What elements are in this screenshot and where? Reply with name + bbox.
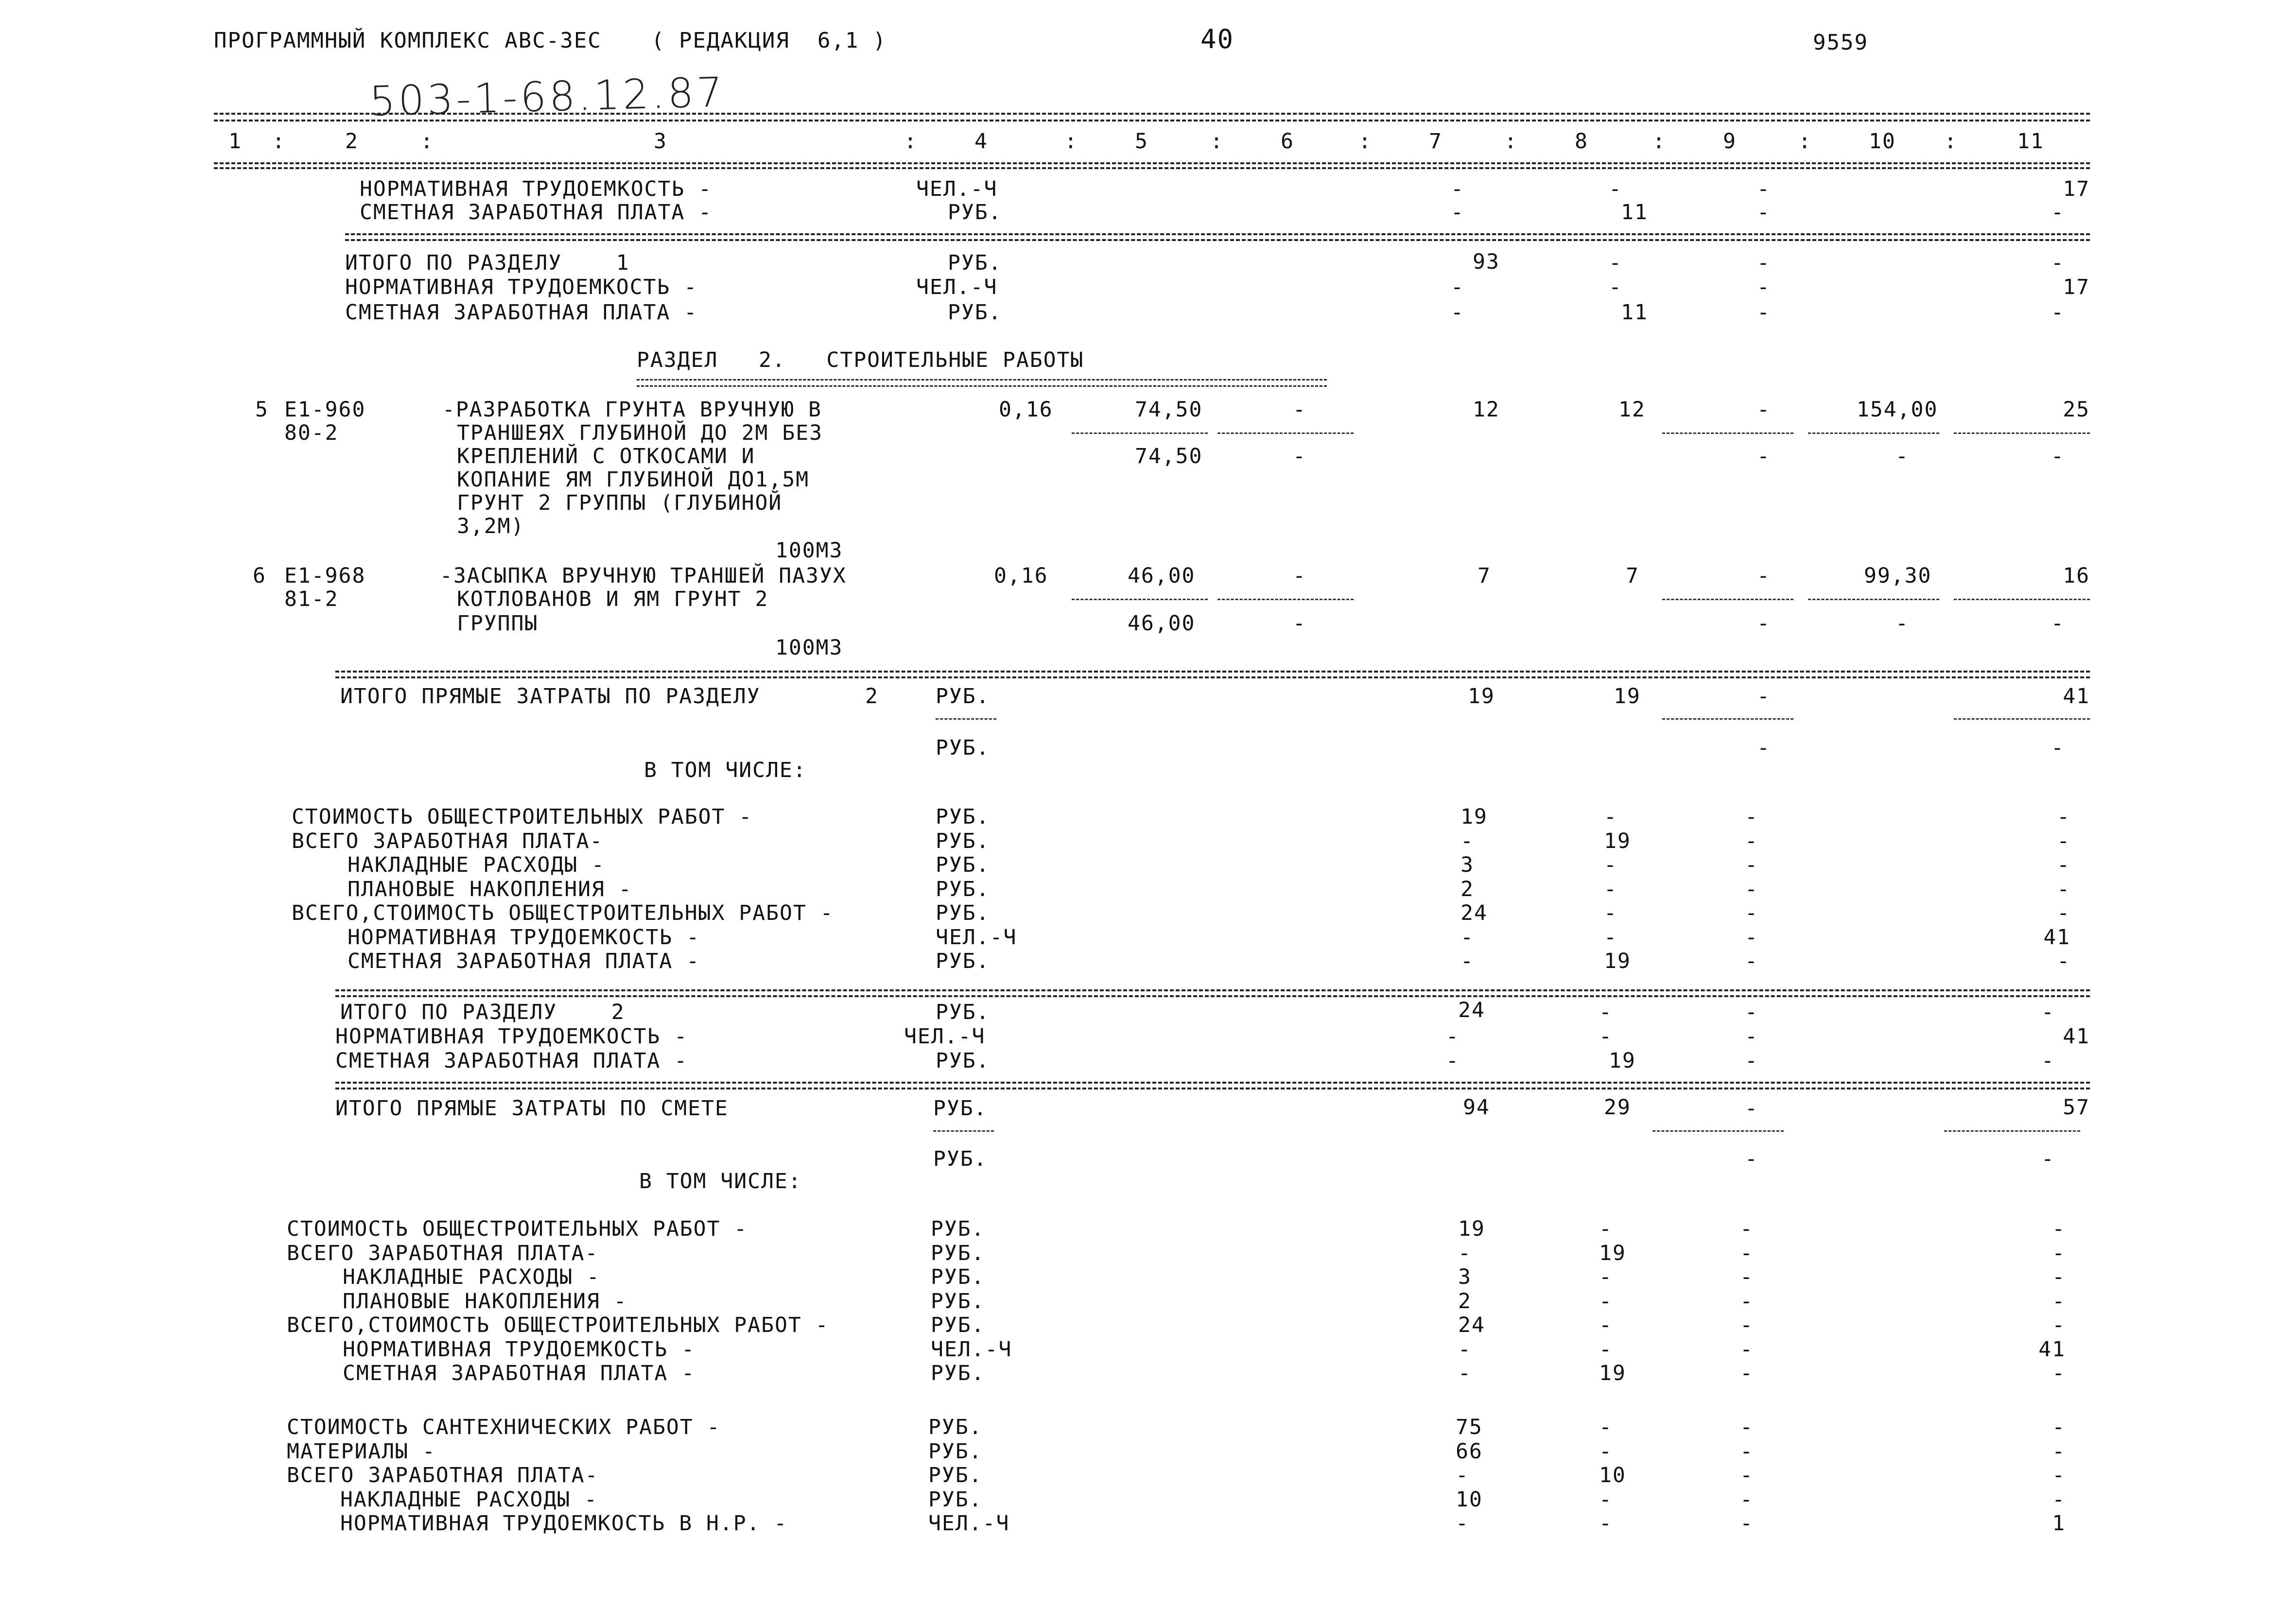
c8: 19 — [1604, 829, 1631, 853]
unit: РУБ. — [936, 829, 990, 853]
c8: - — [1599, 1265, 1613, 1289]
c8: - — [1604, 853, 1618, 877]
c7: 3 — [1458, 1265, 1472, 1289]
c11: - — [2057, 853, 2070, 877]
c11: - — [2052, 1241, 2066, 1265]
item-desc-line: КОПАНИЕ ЯМ ГЛУБИНОЙ ДО1,5М — [457, 467, 810, 492]
c11: 1 — [2052, 1511, 2066, 1536]
c9: - — [1740, 1241, 1754, 1265]
c9: - — [1740, 1463, 1754, 1487]
c7: - — [1451, 275, 1464, 299]
row-label: СТОИМОСТЬ ОБЩЕСТРОИТЕЛЬНЫХ РАБОТ - — [292, 805, 753, 829]
item-code: Е1-960 — [284, 397, 366, 422]
c9: - — [1740, 1289, 1754, 1313]
c7: 10 — [1456, 1487, 1483, 1512]
item-c5: 46,00 — [1128, 564, 1196, 588]
c9: - — [1745, 1000, 1758, 1024]
col-header-2: 2 — [345, 129, 359, 154]
c11: - — [2052, 1415, 2066, 1439]
item-c6: - — [1293, 397, 1306, 422]
norm-labor-label: НОРМАТИВНАЯ ТРУДОЕМКОСТЬ - — [345, 275, 698, 299]
c7: - — [1451, 200, 1464, 225]
item-qty: 0,16 — [994, 564, 1048, 588]
col-header-10: 10 — [1869, 129, 1896, 154]
c9: - — [1740, 1439, 1754, 1464]
unit: РУБ. — [931, 1217, 985, 1241]
c7: - — [1451, 300, 1464, 325]
item-c7: 12 — [1473, 397, 1500, 422]
unit: РУБ. — [931, 1361, 985, 1385]
item-unit: 100М3 — [775, 538, 843, 563]
c7: - — [1446, 1049, 1460, 1073]
unit: РУБ. — [936, 736, 990, 760]
c9: - — [1757, 251, 1771, 275]
c9: - — [1757, 684, 1771, 708]
c7: - — [1458, 1241, 1472, 1265]
section2-total-label: ИТОГО ПО РАЗДЕЛУ 2 — [340, 1000, 625, 1024]
col-sep: : — [1358, 129, 1372, 154]
c9: - — [1745, 829, 1758, 853]
item-c6: - — [1293, 564, 1306, 588]
col-sep: : — [1504, 129, 1518, 154]
item-desc-line: ТРАНШЕЯХ ГЛУБИНОЙ ДО 2М БЕЗ — [457, 421, 823, 445]
section2-title: РАЗДЕЛ 2. СТРОИТЕЛЬНЫЕ РАБОТЫ — [637, 348, 1084, 372]
row-label: ВСЕГО ЗАРАБОТНАЯ ПЛАТА- — [292, 829, 604, 853]
rule — [335, 989, 2090, 991]
c11: - — [2057, 949, 2070, 973]
c8: 19 — [1599, 1361, 1626, 1385]
c7: - — [1461, 949, 1474, 973]
col-sep: : — [1652, 129, 1666, 154]
item-desc-line: КРЕПЛЕНИЙ С ОТКОСАМИ И — [457, 444, 755, 468]
norm-labor-label: НОРМАТИВНАЯ ТРУДОЕМКОСТЬ - — [335, 1024, 688, 1049]
c9: - — [1745, 805, 1758, 829]
section-number: 2 — [865, 684, 879, 708]
col-header-7: 7 — [1429, 129, 1443, 154]
c7: - — [1446, 1024, 1460, 1049]
row-label: НОРМАТИВНАЯ ТРУДОЕМКОСТЬ В Н.Р. - — [340, 1511, 788, 1536]
c9: - — [1745, 1049, 1758, 1073]
row-label: ВСЕГО ЗАРАБОТНАЯ ПЛАТА- — [287, 1463, 599, 1487]
c8: - — [1599, 1313, 1613, 1337]
rule — [1218, 599, 1354, 600]
row-label: ВСЕГО,СТОИМОСТЬ ОБЩЕСТРОИТЕЛЬНЫХ РАБОТ - — [287, 1313, 829, 1337]
c11: 57 — [2063, 1095, 2090, 1120]
edition-label: ( РЕДАКЦИЯ 6,1 ) — [651, 28, 887, 53]
c7: 3 — [1461, 853, 1474, 877]
item-c5: 46,00 — [1128, 611, 1196, 636]
c9: - — [1757, 736, 1771, 760]
c8: - — [1599, 1511, 1613, 1536]
row-label: ВСЕГО,СТОИМОСТЬ ОБЩЕСТРОИТЕЛЬНЫХ РАБОТ - — [292, 901, 834, 925]
item-desc-line: ГРУППЫ — [457, 611, 539, 636]
c9: - — [1757, 177, 1771, 201]
col-header-9: 9 — [1723, 129, 1737, 154]
item-desc-line: ГРУНТ 2 ГРУППЫ (ГЛУБИНОЙ — [457, 491, 783, 515]
c11: - — [2057, 829, 2070, 853]
c11: - — [2052, 1289, 2066, 1313]
section2-title-underline — [637, 379, 1327, 387]
c8: 19 — [1599, 1241, 1626, 1265]
row-label: СТОИМОСТЬ ОБЩЕСТРОИТЕЛЬНЫХ РАБОТ - — [287, 1217, 748, 1241]
unit: РУБ. — [933, 1147, 988, 1171]
c8: 11 — [1621, 200, 1648, 225]
c7: 24 — [1458, 998, 1485, 1022]
c8: 19 — [1614, 684, 1641, 708]
c11: - — [2051, 251, 2065, 275]
rule — [345, 233, 2090, 235]
section1-total-label: ИТОГО ПО РАЗДЕЛУ 1 — [345, 251, 630, 275]
c9: - — [1745, 877, 1758, 901]
item-c10: - — [1896, 611, 1909, 636]
rule — [335, 1082, 2090, 1084]
c8: 29 — [1604, 1095, 1631, 1120]
item-c11: - — [2051, 611, 2065, 636]
unit: РУБ. — [931, 1289, 985, 1313]
unit: РУБ. — [936, 853, 990, 877]
c8: - — [1599, 1415, 1613, 1439]
c9: - — [1740, 1415, 1754, 1439]
c7: - — [1456, 1511, 1469, 1536]
c9: - — [1740, 1511, 1754, 1536]
c7: - — [1458, 1337, 1472, 1362]
col-header-5: 5 — [1135, 129, 1148, 154]
c11: - — [2041, 1000, 2055, 1024]
unit: ЧЕЛ.-Ч — [904, 1024, 986, 1049]
c11: 41 — [2063, 684, 2090, 708]
c8: - — [1604, 877, 1618, 901]
item-number: 5 — [255, 397, 269, 422]
item-c11: 25 — [2063, 397, 2090, 422]
c7: - — [1451, 177, 1464, 201]
c9: - — [1745, 1147, 1758, 1171]
unit: РУБ. — [936, 949, 990, 973]
row-label: НОРМАТИВНАЯ ТРУДОЕМКОСТЬ - — [348, 925, 700, 950]
c7: - — [1456, 1463, 1469, 1487]
estimated-wage-label: СМЕТНАЯ ЗАРАБОТНАЯ ПЛАТА - — [345, 300, 698, 325]
c7: 19 — [1458, 1217, 1485, 1241]
item-c6: - — [1293, 611, 1306, 636]
c9: - — [1745, 949, 1758, 973]
c9: - — [1740, 1487, 1754, 1512]
rule — [1072, 599, 1208, 600]
unit: РУБ. — [936, 805, 990, 829]
unit: РУБ. — [948, 200, 1002, 225]
item-c10: 99,30 — [1864, 564, 1932, 588]
document-code: 9559 — [1813, 30, 1868, 55]
c11: 41 — [2043, 925, 2070, 950]
c11: - — [2041, 1147, 2055, 1171]
c9: - — [1745, 1096, 1758, 1121]
c8: 19 — [1609, 1049, 1636, 1073]
item-c6: - — [1293, 444, 1306, 468]
c7: - — [1461, 925, 1474, 950]
unit: РУБ. — [933, 1096, 988, 1121]
row-label: НАКЛАДНЫЕ РАСХОДЫ - — [348, 853, 605, 877]
program-title: ПРОГРАММНЫЙ КОМПЛЕКС АВС-3ЕС — [214, 28, 602, 53]
item-code-2: 81-2 — [284, 587, 339, 611]
c11: - — [2052, 1217, 2066, 1241]
unit: РУБ. — [928, 1487, 983, 1512]
c8: 10 — [1599, 1463, 1626, 1487]
unit: РУБ. — [931, 1313, 985, 1337]
c7: 24 — [1458, 1313, 1485, 1337]
direct-costs-label: ИТОГО ПРЯМЫЕ ЗАТРАТЫ ПО РАЗДЕЛУ — [340, 684, 761, 708]
col-header-8: 8 — [1575, 129, 1588, 154]
col-header-1: 1 — [228, 129, 242, 154]
c11: - — [2041, 1049, 2055, 1073]
c11: - — [2052, 1361, 2066, 1385]
item-c11: 16 — [2063, 564, 2090, 588]
unit: РУБ. — [948, 251, 1002, 275]
unit: РУБ. — [948, 300, 1002, 325]
rule-header-bottom — [214, 162, 2090, 164]
c8: - — [1604, 805, 1618, 829]
unit: РУБ. — [936, 877, 990, 901]
direct-costs-estimate-label: ИТОГО ПРЯМЫЕ ЗАТРАТЫ ПО СМЕТЕ — [335, 1096, 729, 1121]
row-label: НОРМАТИВНАЯ ТРУДОЕМКОСТЬ - — [343, 1337, 696, 1362]
item-c7: 7 — [1478, 564, 1491, 588]
estimated-wage-label: СМЕТНАЯ ЗАРАБОТНАЯ ПЛАТА - — [335, 1049, 688, 1073]
c8: - — [1609, 275, 1622, 299]
rule — [1808, 432, 1939, 434]
c11: 17 — [2063, 177, 2090, 201]
item-unit: 100М3 — [775, 636, 843, 660]
row-label: СМЕТНАЯ ЗАРАБОТНАЯ ПЛАТА - — [343, 1361, 696, 1385]
rule — [1944, 1130, 2080, 1132]
c8: - — [1599, 1337, 1613, 1362]
including-label: В ТОМ ЧИСЛЕ: — [644, 758, 807, 782]
c8: 19 — [1604, 949, 1631, 973]
c8: - — [1599, 1217, 1613, 1241]
c11: - — [2051, 300, 2065, 325]
col-header-4: 4 — [974, 129, 988, 154]
rule — [1808, 599, 1939, 600]
norm-labor-label: НОРМАТИВНАЯ ТРУДОЕМКОСТЬ - — [360, 177, 713, 201]
including-label: В ТОМ ЧИСЛЕ: — [639, 1169, 802, 1193]
col-header-6: 6 — [1281, 129, 1294, 154]
unit: РУБ. — [936, 1049, 990, 1073]
item-c5: 74,50 — [1135, 444, 1203, 468]
c11: - — [2052, 1265, 2066, 1289]
c8: - — [1609, 177, 1622, 201]
c9: - — [1757, 300, 1771, 325]
c11: - — [2052, 1463, 2066, 1487]
row-label: СТОИМОСТЬ САНТЕХНИЧЕСКИХ РАБОТ - — [287, 1415, 721, 1439]
item-number: 6 — [253, 564, 266, 588]
page-number: 40 — [1200, 24, 1235, 54]
handwritten-project-code: 503-1-68.12.87 — [368, 68, 726, 125]
c11: - — [2057, 877, 2070, 901]
unit: ЧЕЛ.-Ч — [916, 275, 998, 299]
row-label: ПЛАНОВЫЕ НАКОПЛЕНИЯ - — [348, 877, 632, 901]
col-header-3: 3 — [654, 129, 667, 154]
rule — [936, 718, 996, 720]
unit: РУБ. — [931, 1241, 985, 1265]
c11: - — [2051, 736, 2065, 760]
c8: - — [1599, 1000, 1613, 1024]
c11: - — [2051, 200, 2065, 225]
rule — [1662, 432, 1793, 434]
unit: РУБ. — [928, 1439, 983, 1464]
item-desc-line: 3,2М) — [457, 514, 525, 538]
unit: РУБ. — [928, 1463, 983, 1487]
c7: 2 — [1461, 877, 1474, 901]
c7: 75 — [1456, 1415, 1483, 1439]
rule — [1954, 432, 2090, 434]
unit: ЧЕЛ.-Ч — [936, 925, 1017, 950]
c11: 41 — [2038, 1337, 2066, 1362]
col-sep: : — [420, 129, 434, 154]
item-c10: - — [1896, 444, 1909, 468]
item-c9: - — [1757, 564, 1771, 588]
c11: 17 — [2063, 275, 2090, 299]
rule — [1072, 432, 1208, 434]
c9: - — [1745, 853, 1758, 877]
c11: - — [2052, 1487, 2066, 1512]
row-label: МАТЕРИАЛЫ - — [287, 1439, 436, 1464]
rule — [933, 1130, 994, 1132]
col-header-11: 11 — [2017, 129, 2044, 154]
rule — [1662, 599, 1793, 600]
rule — [1662, 718, 1793, 720]
c7: 2 — [1458, 1289, 1472, 1313]
item-desc-line: -РАЗРАБОТКА ГРУНТА ВРУЧНУЮ В — [442, 397, 822, 422]
row-label: НАКЛАДНЫЕ РАСХОДЫ - — [343, 1265, 600, 1289]
c7: 19 — [1468, 684, 1495, 708]
rule-top — [214, 113, 2090, 115]
row-label: ВСЕГО ЗАРАБОТНАЯ ПЛАТА- — [287, 1241, 599, 1265]
item-c9: - — [1757, 444, 1771, 468]
item-c8: 12 — [1618, 397, 1646, 422]
rule-top-2 — [214, 120, 2090, 121]
c7: 24 — [1461, 901, 1488, 925]
c11: - — [2052, 1439, 2066, 1464]
c8: - — [1599, 1487, 1613, 1512]
item-desc-line: -ЗАСЫПКА ВРУЧНУЮ ТРАНШЕЙ ПАЗУХ — [440, 564, 847, 588]
col-sep: : — [1064, 129, 1078, 154]
c9: - — [1745, 925, 1758, 950]
c8: - — [1599, 1439, 1613, 1464]
c9: - — [1740, 1313, 1754, 1337]
rule — [1954, 718, 2090, 720]
c11: 41 — [2063, 1024, 2090, 1049]
unit: РУБ. — [936, 684, 990, 708]
item-desc-line: КОТЛОВАНОВ И ЯМ ГРУНТ 2 — [457, 587, 769, 611]
unit: РУБ. — [928, 1415, 983, 1439]
c11: - — [2057, 901, 2070, 925]
c9: - — [1745, 901, 1758, 925]
rule — [335, 676, 2090, 678]
c9: - — [1740, 1361, 1754, 1385]
rule-header-bottom-2 — [214, 167, 2090, 169]
c9: - — [1740, 1337, 1754, 1362]
item-c9: - — [1757, 397, 1771, 422]
c11: - — [2052, 1313, 2066, 1337]
col-sep: : — [904, 129, 918, 154]
c7: 66 — [1456, 1439, 1483, 1464]
col-sep: : — [272, 129, 286, 154]
c7: 93 — [1473, 250, 1500, 274]
unit: ЧЕЛ.-Ч — [931, 1337, 1012, 1362]
item-code-2: 80-2 — [284, 421, 339, 445]
rule — [1954, 599, 2090, 600]
rule — [335, 995, 2090, 997]
unit: ЧЕЛ.-Ч — [916, 177, 998, 201]
unit: ЧЕЛ.-Ч — [928, 1511, 1010, 1536]
c8: - — [1599, 1024, 1613, 1049]
c9: - — [1757, 200, 1771, 225]
c8: 11 — [1621, 300, 1648, 325]
col-sep: : — [1210, 129, 1224, 154]
c9: - — [1740, 1265, 1754, 1289]
c9: - — [1757, 275, 1771, 299]
item-c8: 7 — [1626, 564, 1639, 588]
estimated-wage-label: СМЕТНАЯ ЗАРАБОТНАЯ ПЛАТА - — [360, 200, 713, 225]
c11: - — [2057, 805, 2070, 829]
c7: - — [1461, 829, 1474, 853]
rule — [335, 671, 2090, 673]
item-c10: 154,00 — [1857, 397, 1938, 422]
item-c11: - — [2051, 444, 2065, 468]
unit: РУБ. — [931, 1265, 985, 1289]
item-c5: 74,50 — [1135, 397, 1203, 422]
unit: РУБ. — [936, 1000, 990, 1024]
item-c9: - — [1757, 611, 1771, 636]
rule — [1652, 1130, 1784, 1132]
row-label: СМЕТНАЯ ЗАРАБОТНАЯ ПЛАТА - — [348, 949, 700, 973]
rule — [1218, 432, 1354, 434]
item-code: Е1-968 — [284, 564, 366, 588]
rule — [345, 239, 2090, 241]
c8: - — [1609, 251, 1622, 275]
item-qty: 0,16 — [999, 397, 1053, 422]
col-sep: : — [1944, 129, 1958, 154]
c7: - — [1458, 1361, 1472, 1385]
c7: 94 — [1463, 1095, 1490, 1120]
c8: - — [1604, 925, 1618, 950]
unit: РУБ. — [936, 901, 990, 925]
c8: - — [1604, 901, 1618, 925]
row-label: НАКЛАДНЫЕ РАСХОДЫ - — [340, 1487, 598, 1512]
c7: 19 — [1461, 805, 1488, 829]
rule — [335, 1088, 2090, 1089]
c8: - — [1599, 1289, 1613, 1313]
col-sep: : — [1798, 129, 1812, 154]
c9: - — [1745, 1024, 1758, 1049]
c9: - — [1740, 1217, 1754, 1241]
row-label: ПЛАНОВЫЕ НАКОПЛЕНИЯ - — [343, 1289, 627, 1313]
